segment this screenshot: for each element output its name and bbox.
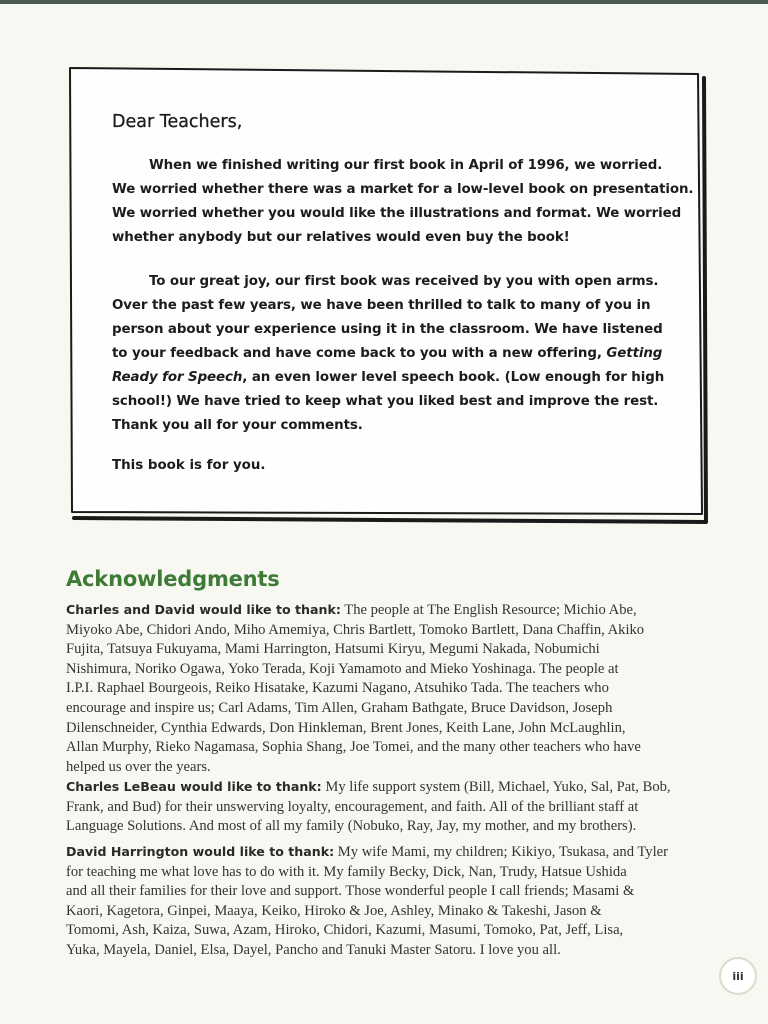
acknowledgment-david-harrington: [66, 842, 706, 961]
letter-line: person about your experience using it in the classroom. We have listened: [112, 322, 663, 337]
ack-line: for teaching me what love has to do with it. My family Becky, Dick, Nan, Trudy, Hatsue Ushida: [66, 863, 627, 880]
ack-line: [66, 777, 706, 798]
letter-body: [112, 112, 694, 473]
ack-line: Yuka, Mayela, Daniel, Elsa, Dayel, Pancho and Tanuki Master Satoru. I love you all.: [66, 941, 561, 958]
book-title-part-2: Ready for Speech: [112, 370, 243, 385]
top-rule: [0, 0, 768, 4]
ack-line: I.P.I. Raphael Bourgeois, Reiko Hisatake, Kazumi Nagano, Atsuhiko Tada. The teachers who: [66, 680, 609, 697]
letter-line: Thank you all for your comments.: [112, 418, 363, 433]
acknowledgment-charles-lebeau: [66, 777, 706, 837]
acknowledgment-charles-and-david: [66, 600, 706, 777]
page-number-badge: [719, 957, 757, 995]
ack-line: Kaori, Kagetora, Ginpei, Maaya, Keiko, Hiroko & Joe, Ashley, Minako & Takeshi, Jason &: [66, 902, 602, 919]
letter-line: To our great joy, our first book was received by you with open arms.: [149, 274, 659, 289]
acknowledgments-heading: Acknowledgments: [66, 567, 280, 591]
letter-line: [112, 342, 672, 366]
letter-line: Over the past few years, we have been thrilled to talk to many of you in: [112, 298, 651, 313]
ack-lead: David Harrington would like to thank:: [66, 844, 335, 859]
letter-paragraph-2: [112, 270, 672, 438]
ack-line: and all their families for their love and support. Those wonderful people I call friends; Masami &: [66, 883, 635, 900]
ack-line: Fujita, Tatsuya Fukuyama, Mami Harrington, Hatsumi Kiryu, Megumi Nakada, Nobumichi: [66, 641, 600, 658]
letter-line: When we finished writing our first book in April of 1996, we worried.: [149, 158, 663, 173]
letter-card: [66, 64, 710, 526]
ack-line: Allan Murphy, Rieko Nagamasa, Sophia Shang, Joe Tomei, and the many other teachers who have: [66, 739, 641, 756]
letter-signoff: This book is for you.: [112, 458, 266, 473]
letter-text: to your feedback and have come back to you with a new offering,: [112, 346, 607, 361]
ack-lead: Charles and David would like to thank:: [66, 602, 341, 617]
ack-text: The people at The English Resource; Michio Abe,: [340, 602, 637, 618]
page-number: iii: [732, 969, 744, 983]
letter-line: We worried whether there was a market for a low-level book on presentation.: [112, 182, 694, 197]
letter-line: [112, 366, 672, 390]
ack-line: Miyoko Abe, Chidori Ando, Miho Amemiya, Chris Bartlett, Tomoko Bartlett, Dana Chaffin, Akiko: [66, 621, 645, 638]
ack-lead: Charles LeBeau would like to thank:: [66, 779, 322, 794]
ack-line: Dilenschneider, Cynthia Edwards, Don Hinkleman, Brent Jones, Keith Lane, John McLaughlin,: [66, 719, 626, 736]
ack-line: Tomomi, Ash, Kaiza, Suwa, Azam, Hiroko, Chidori, Kazumi, Masumi, Tomoko, Pat, Jeff, Lisa,: [66, 922, 624, 939]
book-title-part-1: Getting: [606, 346, 663, 361]
ack-line: encourage and inspire us; Carl Adams, Tim Allen, Graham Bathgate, Bruce Davidson, Joseph: [66, 699, 613, 716]
ack-line: Nishimura, Noriko Ogawa, Yoko Terada, Koji Yamamoto and Mieko Yoshinaga. The people at: [66, 660, 619, 677]
letter-paragraph-1: [112, 154, 694, 250]
letter-line: We worried whether you would like the illustrations and format. We worried: [112, 206, 682, 221]
ack-text: My life support system (Bill, Michael, Yuko, Sal, Pat, Bob,: [321, 779, 671, 795]
ack-line: Frank, and Bud) for their unswerving loyalty, encouragement, and faith. All of the brilliant staff at: [66, 798, 639, 815]
ack-line: helped us over the years.: [66, 758, 211, 775]
letter-text: , an even lower level speech book. (Low enough for high: [242, 370, 665, 385]
ack-line: Language Solutions. And most of all my family (Nobuko, Ray, Jay, my mother, and my brothers).: [66, 818, 637, 835]
letter-line: school!) We have tried to keep what you liked best and improve the rest.: [112, 394, 659, 409]
letter-greeting: Dear Teachers,: [112, 112, 243, 132]
ack-line: [66, 600, 706, 621]
letter-line: whether anybody but our relatives would even buy the book!: [112, 230, 570, 245]
ack-text: My wife Mami, my children; Kikiyo, Tsukasa, and Tyler: [334, 844, 668, 860]
ack-line: [66, 842, 706, 863]
